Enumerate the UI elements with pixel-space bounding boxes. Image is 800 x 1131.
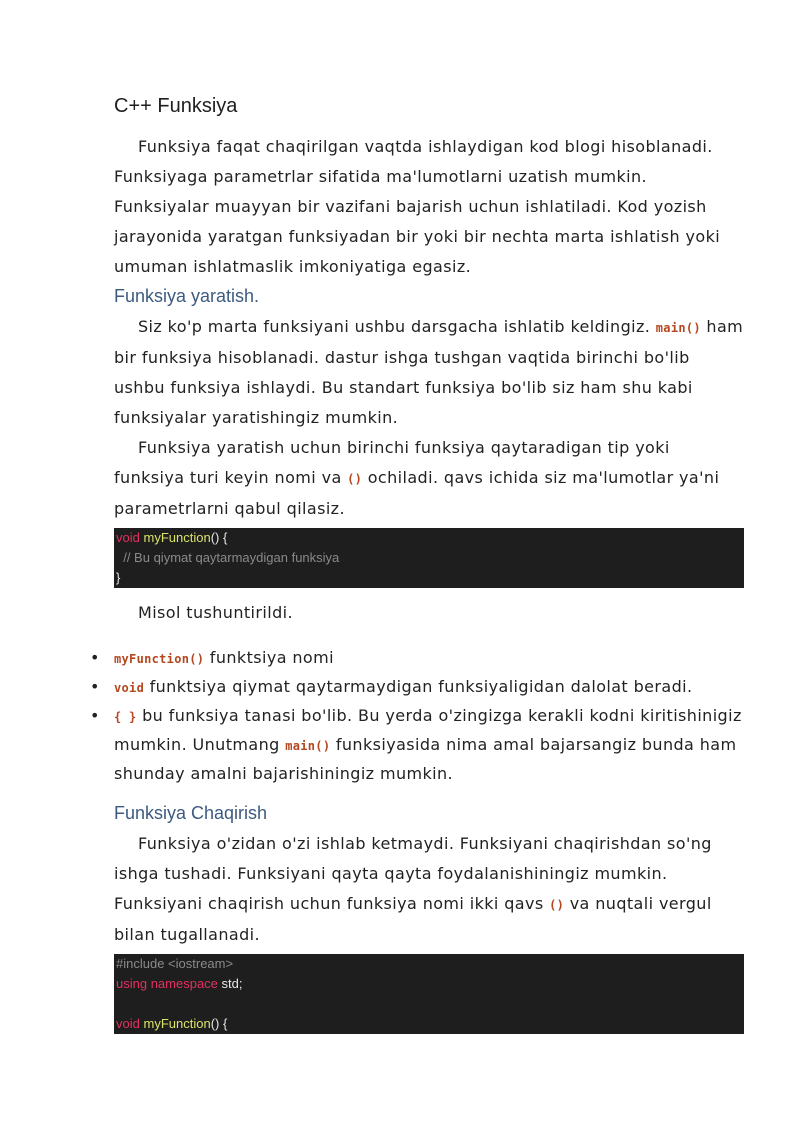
list-item (90, 673, 744, 702)
text-span: ham bir funksiya hisoblanadi. dastur ishga tushgan vaqtida birinchi bo'lib ushbu funksiya ishlaydi. Bu standart funksiya bo'lib siz ham shu kabi funksiyalar yaratishingiz mumkin. (114, 317, 744, 427)
bullet-dot: • (90, 706, 100, 725)
inline-code: void (114, 681, 145, 695)
code-keyword: using namespace (116, 976, 218, 991)
inline-code: myFunction() (114, 652, 205, 666)
code-preprocessor: #include <iostream> (116, 956, 234, 971)
code-line (116, 568, 742, 588)
text-span: Funksiya o'zidan o'zi ishlab ketmaydi. Funksiyani chaqirishdan so'ng ishga tushadi. Funksiyani qayta qayta foydalanishiningiz mumkin. Funksiyani chaqirish uchun funksiya nomi ikki qavs (114, 834, 712, 913)
create-paragraph-1 (114, 312, 744, 433)
document-page (90, 92, 744, 1034)
code-keyword: void (116, 530, 140, 545)
code-line (116, 954, 742, 974)
explain-paragraph: Misol tushuntirildi. (138, 603, 293, 622)
code-line-empty (116, 994, 742, 1014)
code-text: std; (217, 976, 243, 991)
inline-code-parens: () (347, 472, 363, 486)
code-comment: // Bu qiymat qaytarmaydigan funksiya (116, 550, 340, 565)
text-span: Siz ko'p marta funksiyani ushbu darsgacha ishlatib keldingiz. (138, 317, 651, 336)
list-item-text: funktsiya nomi (209, 648, 334, 667)
text-span: Funksiya yaratish uchun birinchi funksiya qaytaradigan tip yoki funksiya turi keyin nomi va (114, 438, 670, 487)
code-block-call (114, 954, 744, 1034)
code-line (116, 528, 742, 548)
code-line (116, 548, 742, 568)
section-heading-call: Funksiya Chaqirish (114, 803, 268, 823)
code-block-define (114, 528, 744, 588)
code-function-name: myFunction (143, 530, 211, 545)
bullet-list (90, 644, 744, 787)
inline-code-main: main() (655, 321, 701, 335)
text-span: va nuqtali vergul bilan tugallanadi. (114, 894, 712, 944)
page-title: C++ Funksiya (114, 95, 238, 117)
bullet-dot: • (90, 677, 100, 696)
bullet-dot: • (90, 648, 100, 667)
code-text: } (116, 570, 121, 585)
create-paragraph-2 (114, 433, 744, 524)
list-item-text: funksiyasida nima amal bajarsangiz bunda ham shunday amalni bajarishiningiz mumkin. (114, 735, 737, 783)
code-keyword: void (116, 1016, 140, 1031)
list-item-text: bu funksiya tanasi bo'lib. Bu yerda o'zingizga kerakli kodni kiritishinigiz mumkin. Unutmang (114, 706, 742, 754)
inline-code: { } (114, 710, 137, 724)
code-text: () { (210, 530, 228, 545)
list-item-text: funktsiya qiymat qaytarmaydigan funksiyaligidan dalolat beradi. (149, 677, 693, 696)
intro-paragraph: Funksiya faqat chaqirilgan vaqtda ishlaydigan kod blogi hisoblanadi. Funksiyaga parametrlar sifatida ma'lumotlarni uzatish mumkin. Funksiyalar muayyan bir vazifani bajarish uchun ishlatiladi. Kod yozish jarayonida yaratgan funksiyadan bir yoki bir nechta marta ishlatish yoki umuman ishlatmaslik imkoniyatiga egasiz. (114, 137, 721, 276)
text-span: ochiladi. qavs ichida siz ma'lumotlar ya'ni parametrlarni qabul qilasiz. (114, 468, 720, 518)
inline-code-main: main() (285, 739, 331, 753)
inline-code-parens: () (549, 898, 565, 912)
section-heading-create: Funksiya yaratish. (114, 286, 260, 306)
list-item (90, 644, 744, 673)
code-line (116, 1014, 742, 1034)
code-line (116, 974, 742, 994)
code-text: () { (210, 1016, 228, 1031)
code-function-name: myFunction (143, 1016, 211, 1031)
call-paragraph (114, 829, 744, 950)
list-item (90, 702, 744, 787)
